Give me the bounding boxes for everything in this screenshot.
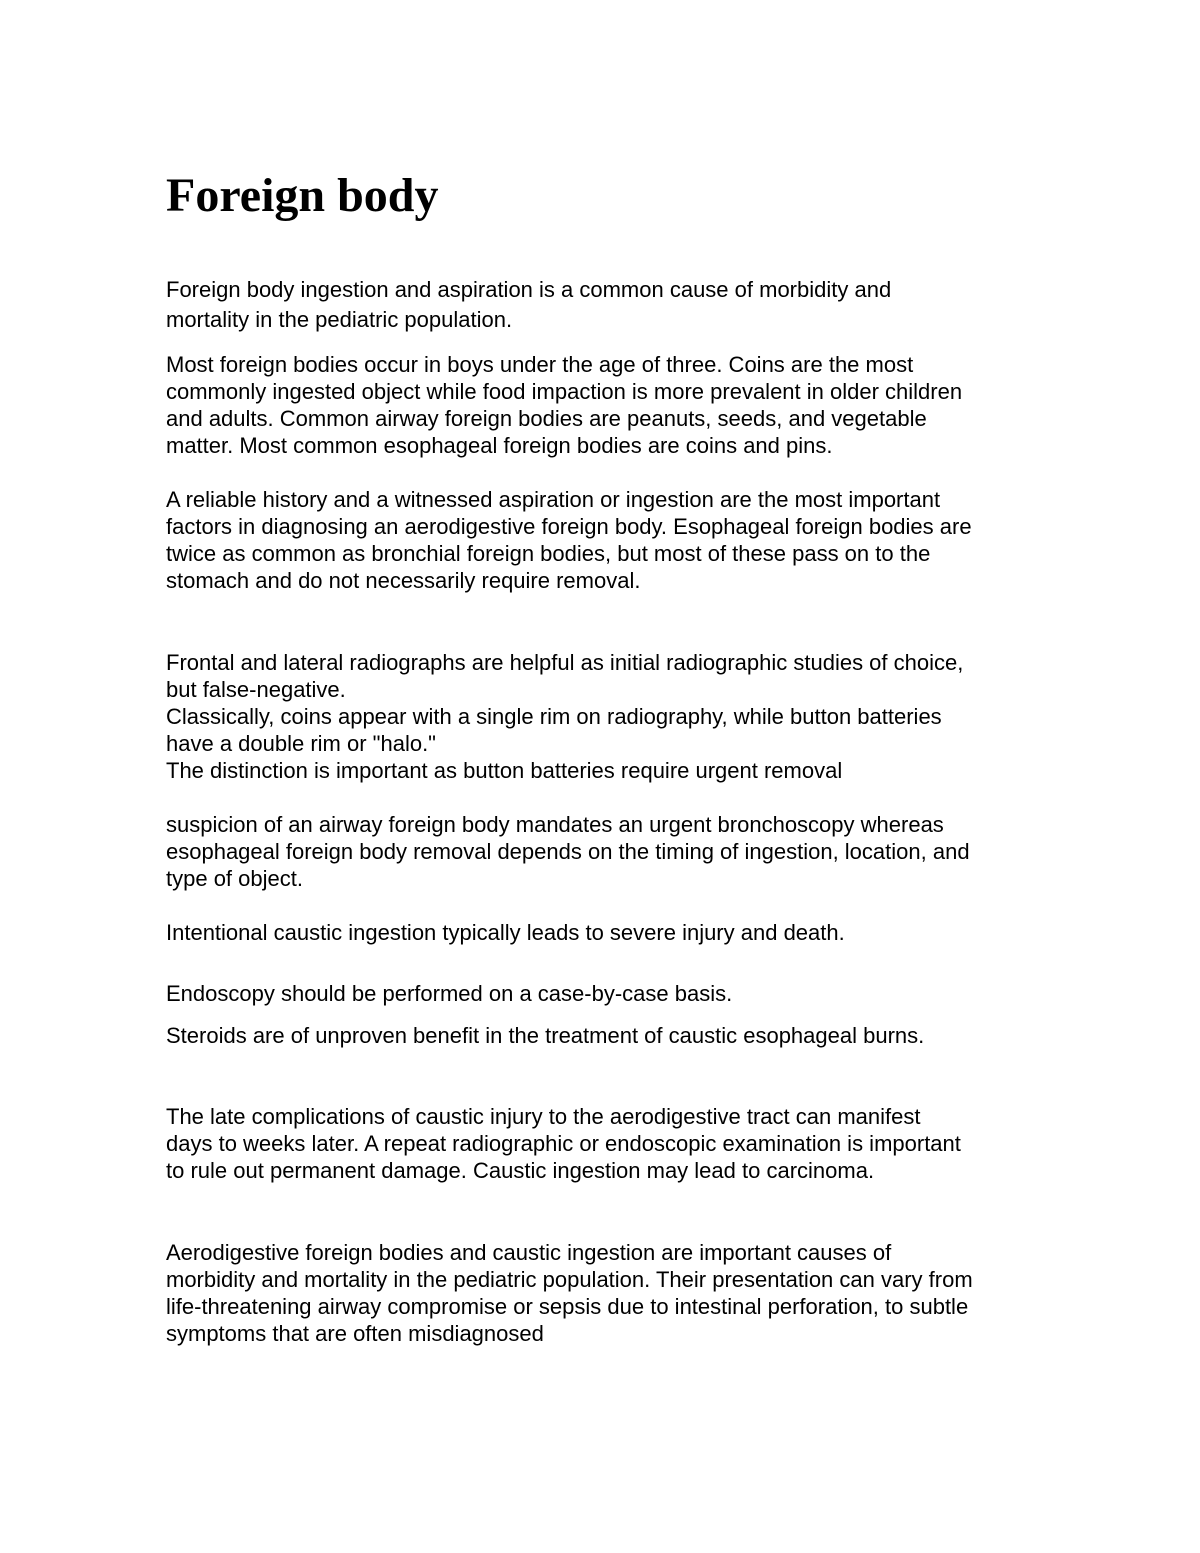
- text-line: The distinction is important as button batteries require urgent removal: [166, 758, 843, 783]
- text-line: have a double rim or "halo.": [166, 731, 436, 756]
- text-line: Classically, coins appear with a single rim on radiography, while button batteries: [166, 704, 942, 729]
- text-line: symptoms that are often misdiagnosed: [166, 1321, 544, 1346]
- text-line: type of object.: [166, 866, 303, 891]
- text-line: matter. Most common esophageal foreign bodies are coins and pins.: [166, 433, 833, 458]
- text-line: morbidity and mortality in the pediatric population. Their presentation can vary from: [166, 1267, 973, 1292]
- text-line: suspicion of an airway foreign body mandates an urgent bronchoscopy whereas: [166, 812, 944, 837]
- text-line: Most foreign bodies occur in boys under the age of three. Coins are the most: [166, 352, 914, 377]
- text-line: to rule out permanent damage. Caustic ingestion may lead to carcinoma.: [166, 1158, 875, 1183]
- text-line: commonly ingested object while food impaction is more prevalent in older children: [166, 379, 963, 404]
- text-line: Aerodigestive foreign bodies and caustic ingestion are important causes of: [166, 1240, 892, 1265]
- text-line: Frontal and lateral radiographs are helpful as initial radiographic studies of choice,: [166, 650, 964, 675]
- text-line: Steroids are of unproven benefit in the treatment of caustic esophageal burns.: [166, 1023, 925, 1048]
- text-line: esophageal foreign body removal depends on the timing of ingestion, location, and: [166, 839, 970, 864]
- text-line: The late complications of caustic injury to the aerodigestive tract can manifest: [166, 1104, 921, 1129]
- text-line: days to weeks later. A repeat radiographic or endoscopic examination is important: [166, 1131, 961, 1156]
- text-line: mortality in the pediatric population.: [166, 307, 513, 332]
- text-line: but false-negative.: [166, 677, 346, 702]
- text-line: factors in diagnosing an aerodigestive foreign body. Esophageal foreign bodies are: [166, 514, 972, 539]
- text-line: life-threatening airway compromise or sepsis due to intestinal perforation, to subtle: [166, 1294, 969, 1319]
- text-line: twice as common as bronchial foreign bodies, but most of these pass on to the: [166, 541, 931, 566]
- text-line: stomach and do not necessarily require removal.: [166, 568, 641, 593]
- text-line: Intentional caustic ingestion typically leads to severe injury and death.: [166, 920, 845, 945]
- text-line: A reliable history and a witnessed aspiration or ingestion are the most important: [166, 487, 941, 512]
- page-title: Foreign body: [166, 169, 439, 222]
- text-line: and adults. Common airway foreign bodies are peanuts, seeds, and vegetable: [166, 406, 927, 431]
- text-line: Endoscopy should be performed on a case-by-case basis.: [166, 981, 733, 1006]
- text-line: Foreign body ingestion and aspiration is a common cause of morbidity and: [166, 277, 892, 302]
